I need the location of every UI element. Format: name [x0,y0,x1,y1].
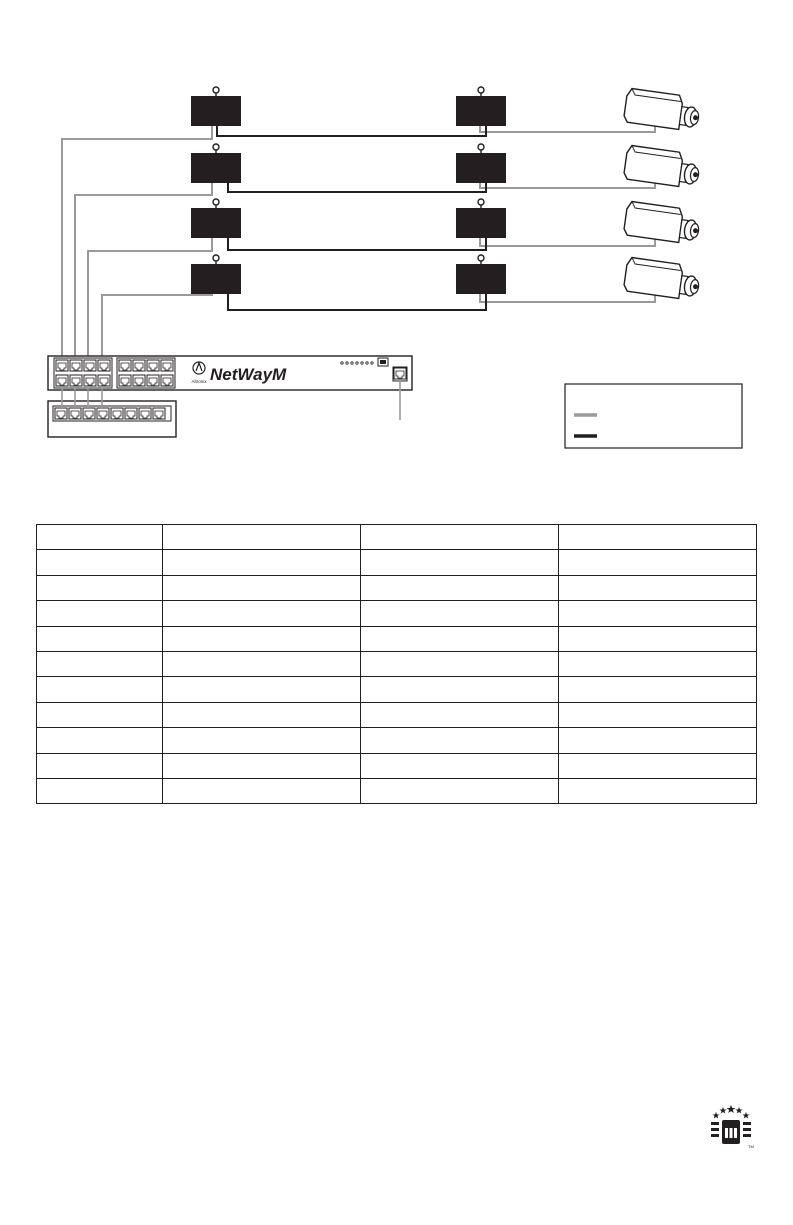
table-cell [361,626,559,651]
table-row [37,575,757,600]
certification-mark-icon [708,1104,754,1150]
network-switch-icon [48,356,412,390]
extender-left-3 [191,199,241,238]
table-cell [559,778,757,803]
table-cell [163,651,361,676]
spec-table [36,524,757,804]
table-cell [163,550,361,575]
camera-icon [623,88,701,132]
table-cell [559,677,757,702]
table-row [37,601,757,626]
extender-left-1 [191,87,241,126]
extender-left-4 [191,255,241,294]
extender-right-4 [456,255,506,294]
table-cell [361,778,559,803]
table-cell [361,575,559,600]
extender-right-2 [456,144,506,183]
table-cell [361,601,559,626]
table-cell [37,753,163,778]
table-cell [559,702,757,727]
table-row [37,525,757,550]
legend [565,384,742,448]
extender-right-3 [456,199,506,238]
table-cell [559,550,757,575]
table-cell [559,728,757,753]
extender-left-2 [191,144,241,183]
table-cell [559,626,757,651]
network-wiring-diagram [0,0,793,470]
table-cell [559,753,757,778]
table-cell [163,702,361,727]
table-cell [163,626,361,651]
table-cell [37,677,163,702]
table-cell [163,753,361,778]
table-cell [361,728,559,753]
table-cell [361,753,559,778]
table-cell [37,778,163,803]
table-cell [559,651,757,676]
black-cables [217,120,486,310]
table-cell [163,778,361,803]
table-cell [163,677,361,702]
extender-right-1 [456,87,506,126]
table-cell [163,601,361,626]
table-cell [163,728,361,753]
product-wordmark: NetWayM [210,365,287,384]
table-cell [361,525,559,550]
table-cell [361,677,559,702]
table-row [37,702,757,727]
table-cell [361,550,559,575]
table-cell [163,525,361,550]
table-cell [559,575,757,600]
table-row [37,728,757,753]
table-cell [37,550,163,575]
table-cell [361,651,559,676]
table-row [37,651,757,676]
table-cell [37,601,163,626]
table-cell [37,525,163,550]
maker-logo-text: Altronix [191,379,207,384]
gray-cables-left [62,120,212,368]
table-cell [37,728,163,753]
patch-panel-icon [48,401,176,437]
table-cell [37,626,163,651]
table-row [37,626,757,651]
table-row [37,677,757,702]
camera-icon [623,201,701,245]
table-cell [37,702,163,727]
svg-text:TM: TM [748,1144,754,1149]
table-cell [163,575,361,600]
table-row [37,753,757,778]
table-cell [361,702,559,727]
table-cell [559,601,757,626]
table-cell [559,525,757,550]
table-row [37,550,757,575]
camera-icon [623,145,701,189]
table-cell [37,651,163,676]
table-row [37,778,757,803]
table-cell [37,575,163,600]
camera-icon [623,257,701,301]
